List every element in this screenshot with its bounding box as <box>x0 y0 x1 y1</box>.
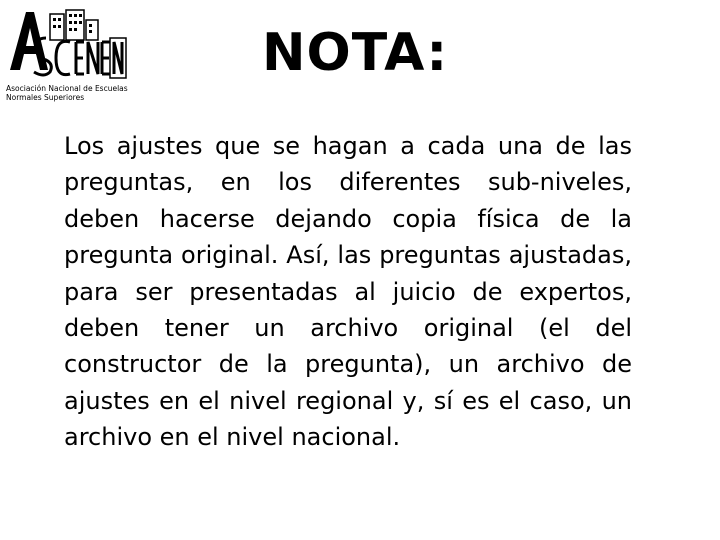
logo-caption <box>6 84 156 102</box>
logo-graphic <box>4 8 154 88</box>
ascenen-logo <box>4 8 154 100</box>
logo-caption-line-1: Asociación Nacional de Escuelas <box>6 84 128 93</box>
body-paragraph: Los ajustes que se hagan a cada una de las preguntas, en los diferentes sub-niveles, deben hacerse dejando copia física de la pregunta original. Así, las preguntas ajustadas, para ser presentadas al juicio de expertos, deben tener un archivo original (el del constructor de la pregunta), un archivo de ajustes en el nivel regional y, sí es el caso, un archivo en el nivel nacional. <box>64 132 632 452</box>
logo-caption-line-2: Normales Superiores <box>6 93 85 102</box>
page-title: NOTA: <box>262 23 449 83</box>
